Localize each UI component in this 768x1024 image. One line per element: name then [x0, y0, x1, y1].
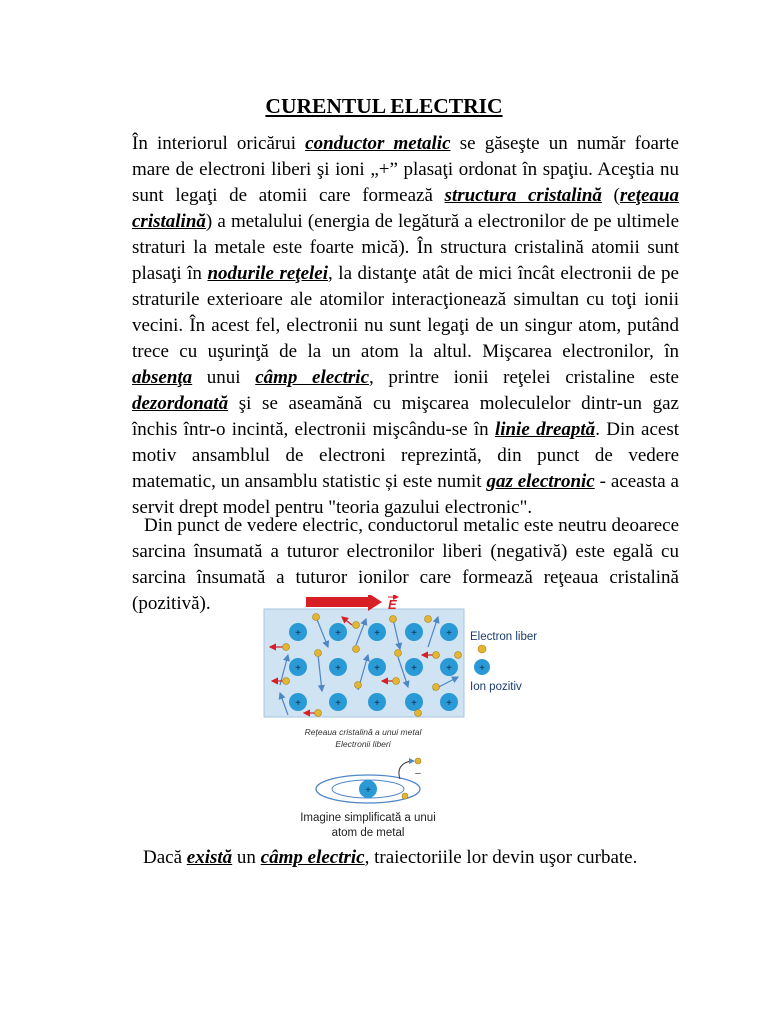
legend-electron-swatch — [478, 645, 486, 653]
atom-caption-line2: atom de metal — [331, 827, 405, 839]
text-run: Din punct de vedere electric, conductorul metalic este neutru deoarece sarcina însumată a tuturor electronilor liberi (negativă) este egală cu sarcina însumată a tuturor ionilor care formează reţeaua cristalină (pozitivă). — [132, 515, 679, 614]
ion-symbol: + — [335, 663, 341, 674]
term-exista: există — [186, 847, 233, 868]
escape-arrow — [399, 761, 414, 779]
term-absenta: absenţa — [132, 367, 193, 388]
text-run: şi se aseamănă cu mişcarea moleculelor dintr-un gaz închis într-o incintă, electronii mişcându-se în — [132, 393, 679, 440]
text-run: . Din acest motiv ansamblul de electroni reprezintă, din punct de vedere matematic, un ansamblu statistic și este numit — [132, 419, 679, 492]
legend-electron-label: Electron liber — [470, 631, 538, 643]
term-camp-electric: câmp electric — [255, 367, 370, 388]
atom-caption-line1: Imagine simplificată a unui — [300, 812, 436, 824]
legend-ion-symbol: + — [479, 663, 485, 674]
ion-symbol: + — [446, 663, 452, 674]
atom-nucleus-symbol: + — [365, 785, 371, 796]
text-run: , printre ionii reţelei cristaline este — [369, 367, 679, 388]
term-conductor-metalic: conductor metalic — [305, 133, 451, 154]
text-run: unui — [192, 367, 256, 388]
ion-symbol: + — [374, 663, 380, 674]
escaped-electron — [415, 758, 421, 764]
term-structura-cristalina: structura cristalină — [444, 185, 602, 206]
lattice-illustration — [258, 595, 558, 845]
ion-symbol: + — [295, 663, 301, 674]
escaped-electron-sign: – — [415, 768, 421, 779]
term-gaz-electronic: gaz electronic — [486, 471, 595, 492]
paragraph-field-effect — [143, 845, 703, 871]
text-run: În interiorul oricărui — [132, 133, 306, 154]
lattice-caption-line2: Electronii liberi — [335, 739, 391, 749]
figure-crystal-lattice — [258, 595, 558, 845]
term-linie-dreapta: linie dreaptă — [494, 419, 596, 440]
text-run: , traiectoriile lor devin uşor curbate. — [364, 847, 638, 868]
term-dezordonata: dezordonată — [132, 393, 229, 414]
atom-electron — [402, 793, 408, 799]
term-nodurile-retelei: nodurile reţelei — [207, 263, 329, 284]
lattice-caption-line1: Reţeaua cristalină a unui metal — [304, 727, 422, 737]
legend-ion-label: Ion pozitiv — [470, 681, 522, 693]
ion-symbol: + — [374, 698, 380, 709]
ion-symbol: + — [335, 698, 341, 709]
ion-symbol: + — [295, 628, 301, 639]
text-run: , la distanţe atât de mici încât electronii de pe straturile exterioare ale atomilor interacţionează simultan cu toţi ionii vecini. În acest fel, electronii nu sunt legaţi de un singur atom, putând trece cu uşurinţă de la un atom la altul. Mişcarea electronilor, în — [132, 263, 679, 362]
text-run: se găseşte un număr foarte mare de electroni liberi şi ioni „+” plasaţi ordonat în spaţiu. Aceştia nu sunt legaţi de atomii care formează — [132, 133, 679, 206]
page-title: CURENTUL ELECTRIC — [265, 94, 503, 118]
ion-symbol: + — [411, 663, 417, 674]
text-run: un — [232, 847, 261, 868]
text-run: ) a metalului (energia de legătură a electronilor de pe ultimele straturi la metale este foarte mică). În structura cristalină atomii sunt plasaţi în — [132, 211, 679, 284]
text-run: - aceasta a servit drept model pentru "teoria gazului electronic". — [132, 471, 679, 518]
term-reteaua-cristalina: reţeaua cristalină — [132, 185, 679, 232]
ion-symbol: + — [446, 628, 452, 639]
ion-symbol: + — [295, 698, 301, 709]
text-run: ( — [601, 185, 620, 206]
ion-symbol: + — [411, 698, 417, 709]
paragraph-metal-conductor — [132, 131, 679, 521]
ion-symbol: + — [411, 628, 417, 639]
text-run: Dacă — [143, 847, 187, 868]
ion-symbol: + — [335, 628, 341, 639]
field-arrow-body — [306, 597, 368, 607]
field-label: E — [388, 597, 397, 612]
term-camp-electric-2: câmp electric — [260, 847, 365, 868]
ion-symbol: + — [446, 698, 452, 709]
ion-symbol: + — [374, 628, 380, 639]
